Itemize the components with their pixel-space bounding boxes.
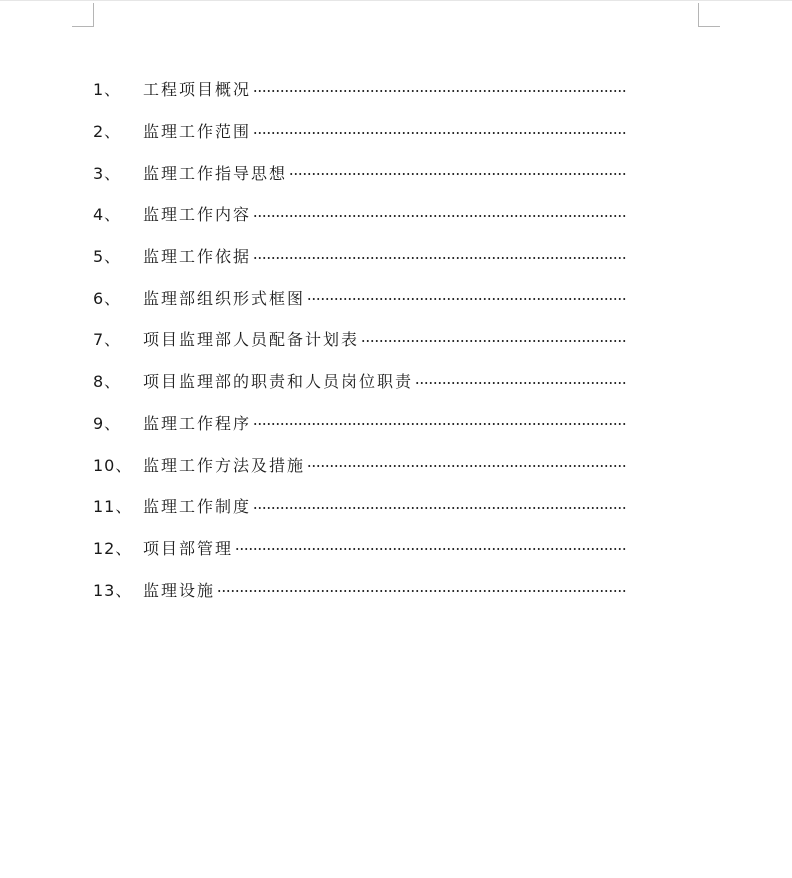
toc-dot-leader <box>253 257 627 259</box>
toc-entry-number: 11、 <box>93 497 133 517</box>
toc-entry-title: 项目监理部的职责和人员岗位职责 <box>143 372 414 392</box>
toc-entry-title: 监理工作制度 <box>143 497 252 517</box>
toc-entry-number: 12、 <box>93 538 133 558</box>
toc-dot-leader <box>253 423 627 425</box>
toc-entry-number: 5、 <box>93 247 122 267</box>
toc-entry-6[interactable] <box>93 276 627 318</box>
toc-entry-number: 10、 <box>93 455 133 475</box>
toc-entry-4[interactable] <box>93 193 627 235</box>
toc-dot-leader <box>415 382 627 384</box>
toc-entry-title: 监理工作范围 <box>143 122 252 142</box>
toc-entry-8[interactable] <box>93 360 627 402</box>
toc-entry-title: 监理工作内容 <box>143 205 252 225</box>
toc-entry-number: 8、 <box>93 372 122 392</box>
toc-entry-7[interactable] <box>93 318 627 360</box>
page-top-edge <box>0 0 792 1</box>
toc-entry-number: 1、 <box>93 80 122 100</box>
toc-entry-3[interactable] <box>93 151 627 193</box>
toc-entry-title: 项目监理部人员配备计划表 <box>143 330 360 350</box>
toc-dot-leader <box>253 132 627 134</box>
toc-dot-leader <box>253 90 627 92</box>
toc-entry-number: 6、 <box>93 288 122 308</box>
toc-entry-number: 13、 <box>93 580 133 600</box>
toc-entry-13[interactable] <box>93 568 627 610</box>
toc-entry-title: 工程项目概况 <box>143 80 252 100</box>
toc-dot-leader <box>253 507 627 509</box>
toc-dot-leader <box>253 215 627 217</box>
toc-entry-title: 监理部组织形式框图 <box>143 288 306 308</box>
toc-entry-title: 监理设施 <box>143 580 216 600</box>
toc-entry-number: 7、 <box>93 330 122 350</box>
toc-dot-leader <box>307 298 627 300</box>
toc-entry-title: 监理工作程序 <box>143 413 252 433</box>
toc-entry-title: 项目部管理 <box>143 538 234 558</box>
toc-dot-leader <box>307 465 627 467</box>
crop-mark-top-right <box>698 3 720 27</box>
table-of-contents <box>93 68 627 610</box>
toc-entry-1[interactable] <box>93 68 627 110</box>
toc-entry-9[interactable] <box>93 402 627 444</box>
toc-entry-number: 9、 <box>93 413 122 433</box>
toc-entry-title: 监理工作方法及措施 <box>143 455 306 475</box>
toc-entry-5[interactable] <box>93 235 627 277</box>
toc-entry-2[interactable] <box>93 110 627 152</box>
toc-entry-number: 2、 <box>93 122 122 142</box>
toc-entry-number: 3、 <box>93 163 122 183</box>
toc-entry-title: 监理工作依据 <box>143 247 252 267</box>
toc-dot-leader <box>361 340 627 342</box>
crop-mark-top-left <box>72 3 94 27</box>
toc-entry-10[interactable] <box>93 443 627 485</box>
toc-entry-11[interactable] <box>93 485 627 527</box>
toc-entry-number: 4、 <box>93 205 122 225</box>
toc-entry-12[interactable] <box>93 527 627 569</box>
toc-dot-leader <box>289 173 627 175</box>
toc-dot-leader <box>217 590 627 592</box>
toc-entry-title: 监理工作指导思想 <box>143 163 288 183</box>
toc-dot-leader <box>235 548 627 550</box>
